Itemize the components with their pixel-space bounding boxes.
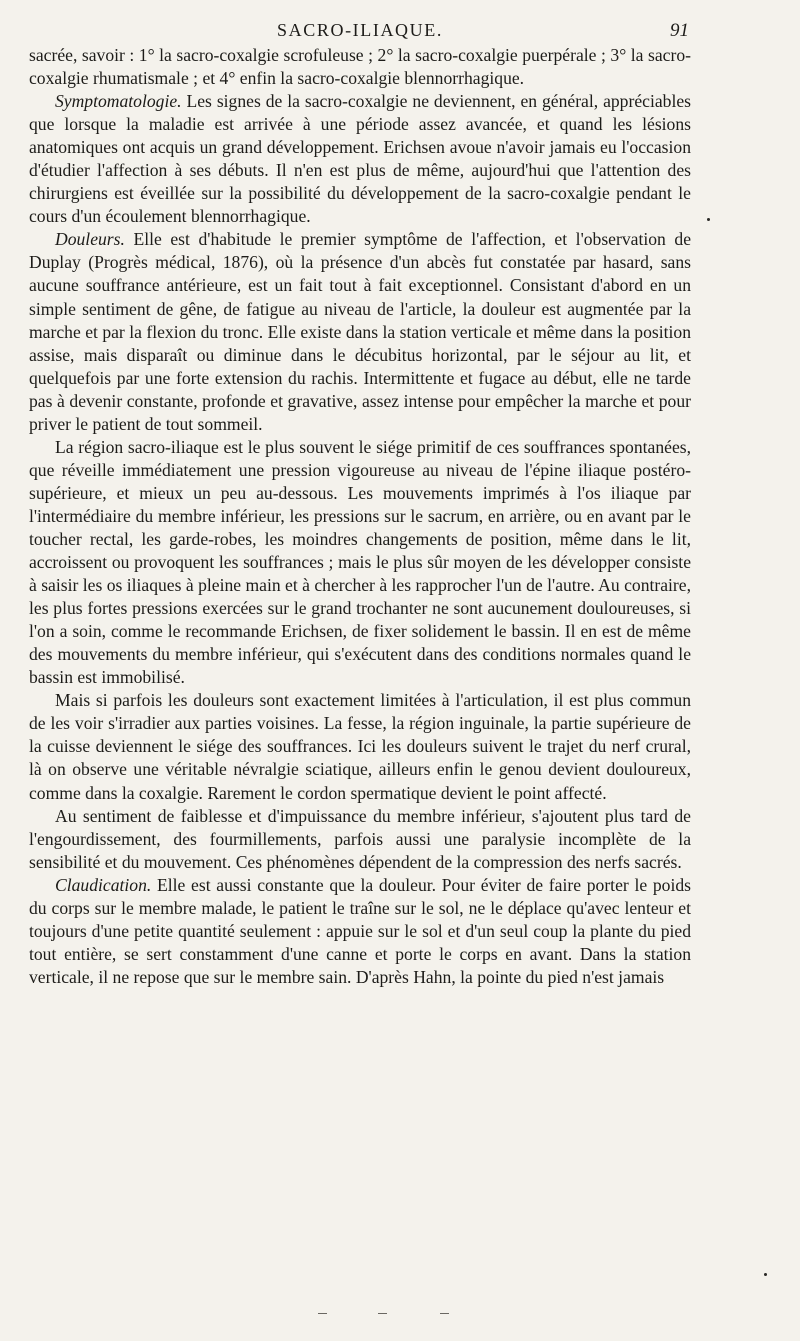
bottom-rule-mark bbox=[318, 1313, 327, 1314]
body-text bbox=[29, 44, 691, 989]
paragraph-symptomatologie bbox=[29, 90, 691, 228]
paragraph-irradiation bbox=[29, 689, 691, 804]
bottom-rule-mark bbox=[440, 1313, 449, 1314]
paragraph-text: Au sentiment de faiblesse et d'impuissance du membre inférieur, s'ajoutent plus tard de l'engourdissement, des fourmillements, parfois aussi une paralysie incomplète de la sensibilité et du mouvement. Ces phénomènes dépendent de la compression des nerfs sacrés. bbox=[29, 805, 691, 872]
book-page bbox=[29, 20, 691, 989]
paragraph-faiblesse bbox=[29, 805, 691, 874]
paragraph-continuation bbox=[29, 44, 691, 90]
paragraph-text: Mais si parfois les douleurs sont exactement limitées à l'articulation, il est plus commun de les voir s'irradier aux parties voisines. La fesse, la région inguinale, la partie supérieure de la cuisse deviennent le siége des souffrances. Ici les douleurs suivent le trajet du nerf crural, là on observe une véritable névralgie sciatique, ailleurs enfin le genou devient douloureux, comme dans la coxalgie. Rarement le cordon spermatique devient le point affecté. bbox=[29, 690, 691, 803]
section-heading: Douleurs. bbox=[55, 229, 125, 250]
paragraph-text: sacrée, savoir : 1° la sacro-coxalgie scrofuleuse ; 2° la sacro-coxalgie puerpérale ; 3° la sacro-coxalgie rhumatismale ; et 4° enfin la sacro-coxalgie blennorrhagique. bbox=[29, 45, 691, 89]
section-heading: Claudication. bbox=[55, 874, 152, 895]
paragraph-text: Elle est d'habitude le premier symptôme de l'affection, et l'observation de Duplay (Progrès médical, 1876), où la présence d'un abcès fut constatée par hasard, sans aucune souffrance antérieure, est un fait tout à fait exceptionnel. Consistant d'abord en un simple sentiment de gêne, de fatigue au niveau de l'article, la douleur est augmentée par la marche et par la flexion du tronc. Elle existe dans la station verticale et même dans la position assise, mais disparaît ou diminue dans le décubitus horizontal, par le séjour au lit, et quelquefois par une forte extension du rachis. Intermittente et fugace au début, elle ne tarde pas à devenir constante, profonde et gravative, assez intense pour empêcher la marche et pour priver le patient de tout sommeil. bbox=[29, 229, 691, 434]
page-number: 91 bbox=[670, 20, 689, 41]
paragraph-douleurs bbox=[29, 228, 691, 435]
section-heading: Symptomatologie. bbox=[55, 91, 182, 112]
paragraph-region bbox=[29, 436, 691, 690]
margin-speck bbox=[764, 1273, 767, 1276]
paragraph-claudication bbox=[29, 874, 691, 989]
running-title: SACRO-ILIAQUE. bbox=[277, 20, 443, 40]
bottom-rule-mark bbox=[378, 1313, 387, 1314]
running-header bbox=[29, 20, 691, 44]
margin-speck bbox=[707, 218, 710, 221]
paragraph-text: La région sacro-iliaque est le plus souvent le siége primitif de ces souffrances spontanées, que réveille immédiatement une pression vigoureuse au niveau de l'épine iliaque postéro-supérieure, et mieux un peu au-dessous. Les mouvements imprimés à l'os iliaque par l'intermédiaire du membre inférieur, les pressions sur le sacrum, en arrière, ou en avant par le toucher rectal, les garde-robes, les moindres changements de position, même dans le lit, accroissent ou provoquent les souffrances ; mais le plus sûr moyen de les développer consiste à saisir les os iliaques à pleine main et à chercher à les rapprocher l'un de l'autre. Au contraire, les plus fortes pressions exercées sur le grand trochanter ne sont aucunement douloureuses, si l'on a soin, comme le recommande Erichsen, de fixer solidement le bassin. Il en est de même des mouvements du membre inférieur, qui s'exécutent dans des conditions normales quand le bassin est immobilisé. bbox=[29, 436, 691, 688]
paragraph-text: Elle est aussi constante que la douleur. Pour éviter de faire porter le poids du corps sur le membre malade, le patient le traîne sur le sol, ne le déplace qu'avec lenteur et toujours d'une petite quantité seulement : appuie sur le sol et d'un seul coup la plante du pied tout entière, se sert constamment d'une canne et porte le corps en avant. Dans la station verticale, il ne repose que sur le membre sain. D'après Hahn, la pointe du pied n'est jamais bbox=[29, 874, 691, 987]
paragraph-text: Les signes de la sacro-coxalgie ne deviennent, en général, appréciables que lorsque la maladie est arrivée à une période assez avancée, et quand les lésions anatomiques ont acquis un grand développement. Erichsen avoue n'avoir jamais eu l'occasion d'étudier l'affection à ses débuts. Il n'en est plus de même, aujourd'hui que l'attention des chirurgiens est éveillée sur la possibilité du développement de la sacro-coxalgie pendant le cours d'un écoulement blennorrhagique. bbox=[29, 91, 691, 227]
